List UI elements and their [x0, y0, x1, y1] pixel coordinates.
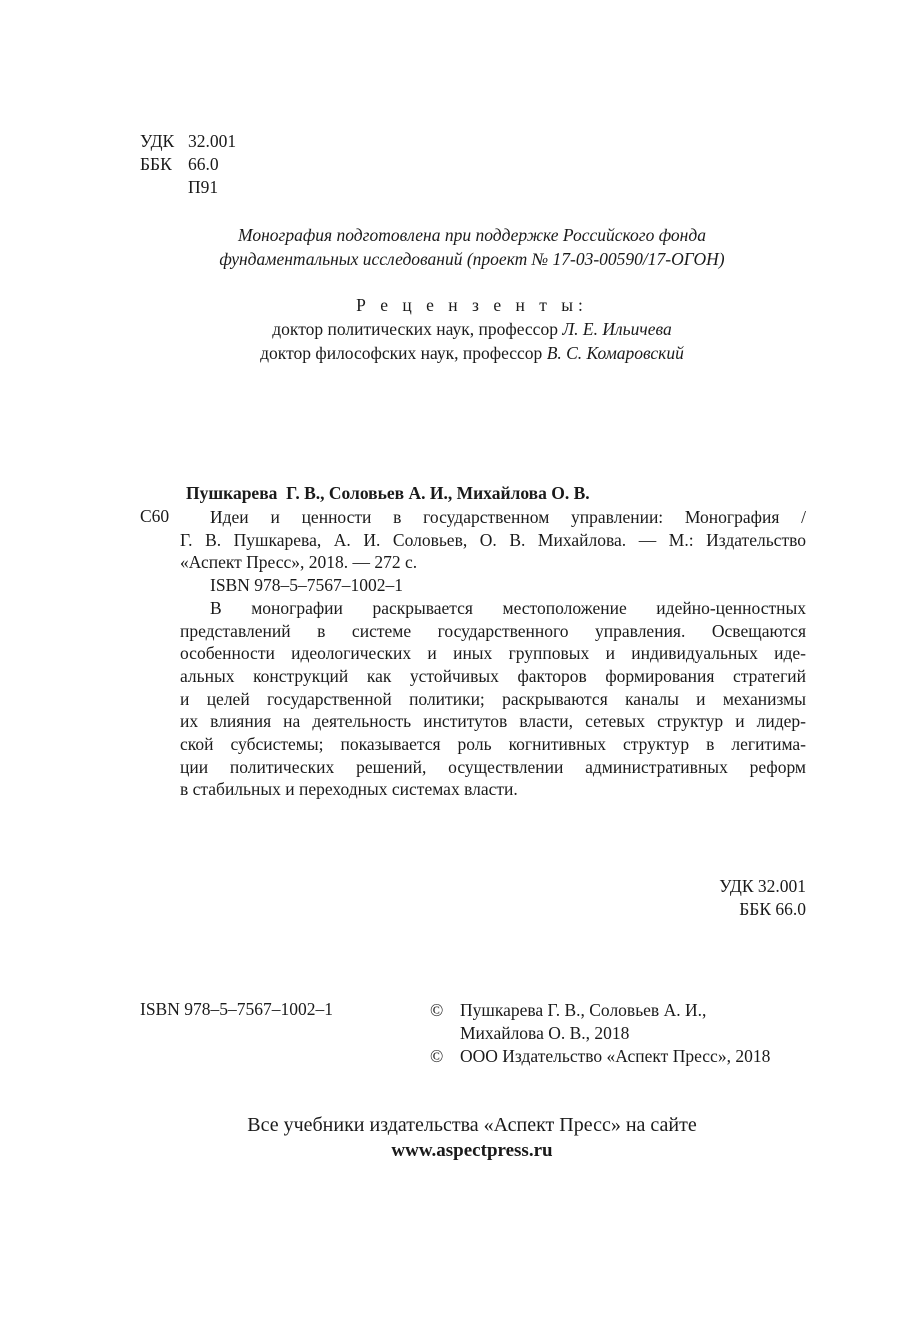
- copyright-1-line-2: Михайлова О. В., 2018: [460, 1023, 630, 1043]
- bib-line-1: Идеи и ценности в государственном управлении: Монография /: [210, 507, 806, 527]
- bib-isbn: ISBN 978–5–7567–1002–1: [210, 575, 403, 596]
- copyright-2-text: ООО Издательство «Аспект Пресс», 2018: [460, 1046, 771, 1066]
- udk-label: УДК: [140, 131, 175, 151]
- abstract-line: альных конструкций как устойчивых факторов формирования стратегий: [180, 665, 806, 686]
- catalog-code: С60: [140, 506, 170, 526]
- abstract-line: особенности идеологических и иных групповых и индивидуальных иде-: [180, 643, 806, 664]
- udk-row: [140, 130, 236, 152]
- copyright-1: [430, 999, 810, 1045]
- reviewer-1: [0, 317, 916, 341]
- bib-line-2: Г. В. Пушкарева, А. И. Соловьев, О. В. Михайлова. — М.: Издательство: [180, 529, 806, 550]
- reviewer-2: [0, 341, 916, 365]
- abstract-line: представлений в системе государственного управления. Освещаются: [180, 620, 806, 641]
- copyright-sign-icon: ©: [430, 1000, 444, 1020]
- reviewer-1-role: доктор политических наук, профессор: [272, 319, 558, 339]
- abstract-line: и целей государственной политики; раскрываются каналы и механизмы: [180, 688, 806, 709]
- abstract-line: ской субсистемы; показывается роль когнитивных структур в легитима-: [180, 734, 806, 755]
- abstract-line: их влияния на деятельность институтов власти, сетевых структур и лидер-: [180, 711, 806, 732]
- right-bbk: ББК 66.0: [739, 899, 806, 919]
- reviewer-1-name: Л. Е. Ильичева: [562, 319, 672, 339]
- udk-value: 32.001: [188, 131, 237, 151]
- support-note-line-1: Монография подготовлена при поддержке Российского фонда: [238, 225, 706, 245]
- copyright-sign-icon: ©: [430, 1046, 444, 1066]
- abstract-line: в стабильных и переходных системах власти.: [180, 779, 518, 800]
- abstract-line: ции политических решений, осуществлении административных реформ: [180, 756, 806, 777]
- author-sign: П91: [188, 177, 219, 197]
- imprint-isbn: ISBN 978–5–7567–1002–1: [140, 999, 333, 1019]
- footer-note: Все учебники издательства «Аспект Пресс» на сайте: [247, 1114, 697, 1136]
- footer-website-link[interactable]: www.aspectpress.ru: [391, 1140, 553, 1161]
- bib-line-3: «Аспект Пресс», 2018. — 272 с.: [180, 552, 418, 573]
- bib-authors: Пушкарева Г. В., Соловьев А. И., Михайлова О. В.: [186, 483, 590, 503]
- right-udk: УДК 32.001: [719, 876, 806, 896]
- support-note-line-2: фундаментальных исследований (проект № 17-03-00590/17-ОГОН): [219, 249, 725, 269]
- copyright-2: [430, 1045, 810, 1068]
- copyright-1-line-1: Пушкарева Г. В., Соловьев А. И.,: [460, 1000, 707, 1020]
- bbk-label: ББК: [140, 154, 172, 174]
- bbk-row: [140, 153, 219, 175]
- bbk-value: 66.0: [188, 154, 219, 174]
- reviewer-2-role: доктор философских наук, профессор: [260, 343, 543, 363]
- abstract-line: В монографии раскрывается местоположение идейно-ценностных: [210, 597, 806, 618]
- reviewers-heading: Р е ц е н з е н т ы:: [356, 295, 588, 315]
- bib-description: [180, 506, 806, 801]
- reviewer-2-name: В. С. Комаровский: [546, 343, 684, 363]
